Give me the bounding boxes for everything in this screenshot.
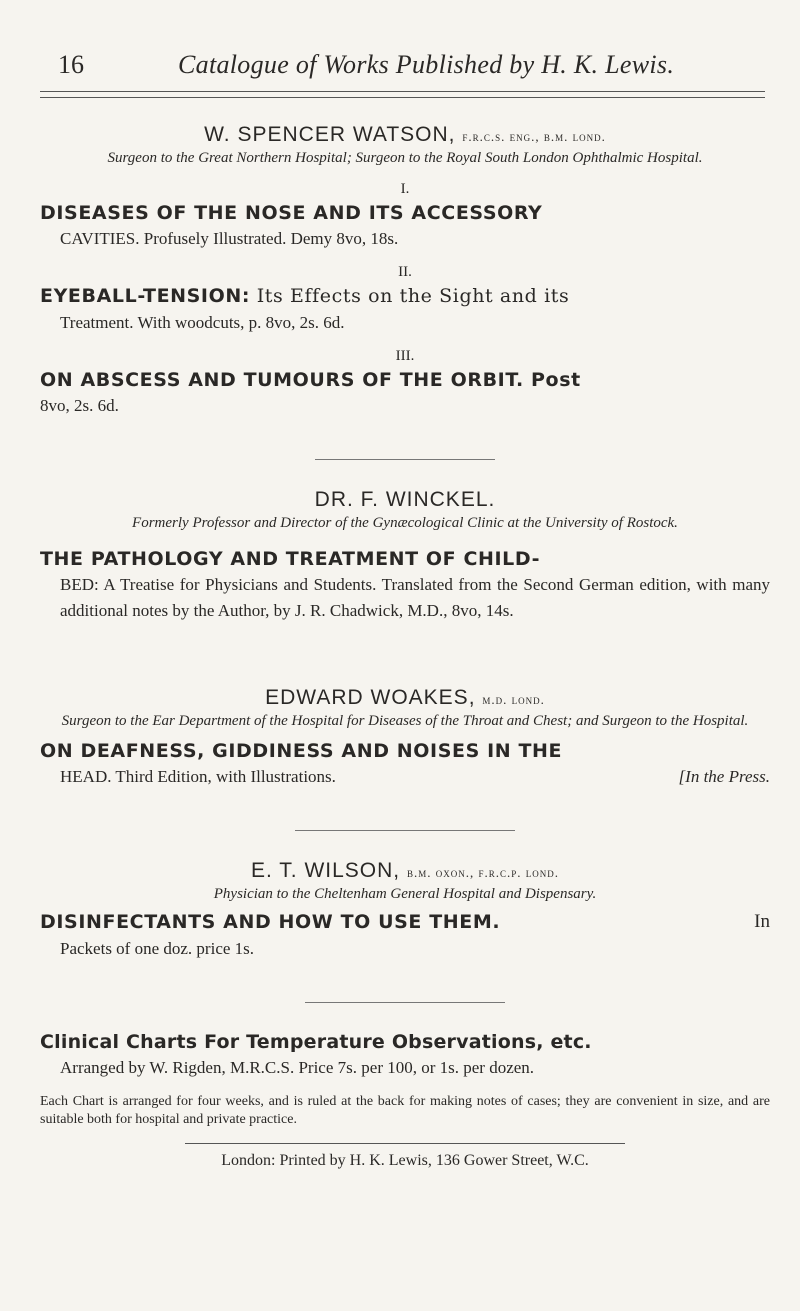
- work-numeral: III.: [395, 348, 415, 364]
- clinical-note: Each Chart is arranged for four weeks, and is ruled at the back for making notes of cases; they are convenient in size, and are suitable both for hospital and private practice.: [40, 1094, 770, 1127]
- section-clinical-charts: [40, 1031, 770, 1129]
- work-details: Packets of one doz. price 1s.: [60, 939, 255, 958]
- catalogue-page: [40, 0, 770, 1170]
- clinical-title: Clinical Charts For Temperature Observations, etc.: [40, 1031, 592, 1053]
- work-subtitle: Its Effects on the Sight and its: [250, 285, 570, 307]
- author-name: E. T. WILSON, b.m. oxon., f.r.c.p. lond.: [250, 859, 560, 882]
- author-affiliation: Formerly Professor and Director of the Gynæcological Clinic at the University of Rostock.: [132, 515, 678, 531]
- section-winckel: [40, 488, 770, 624]
- work-details: Treatment. With woodcuts, p. 8vo, 2s. 6d.: [60, 313, 345, 332]
- work-entry: [40, 283, 770, 336]
- spacer: [40, 624, 770, 686]
- work-title: ON DEAFNESS, GIDDINESS AND NOISES IN THE: [40, 740, 563, 762]
- work-title: DISINFECTANTS AND HOW TO USE THEM.: [40, 911, 501, 933]
- author-degrees: b.m. oxon., f.r.c.p. lond.: [406, 865, 560, 880]
- clinical-details: Arranged by W. Rigden, M.R.C.S. Price 7s. per 100, or 1s. per dozen.: [60, 1058, 535, 1077]
- work-title: THE PATHOLOGY AND TREATMENT OF CHILD-: [40, 548, 541, 570]
- page-number: 16: [58, 50, 84, 79]
- section-divider: [315, 459, 495, 460]
- work-entry: [40, 546, 770, 624]
- author-name: W. SPENCER WATSON, f.r.c.s. eng., b.m. lond.: [204, 123, 606, 146]
- imprint: London: Printed by H. K. Lewis, 136 Gower Street, W.C.: [221, 1152, 589, 1169]
- work-title: ON ABSCESS AND TUMOURS OF THE ORBIT. Post: [40, 369, 581, 391]
- section-divider: [295, 830, 515, 831]
- author-degrees: f.r.c.s. eng., b.m. lond.: [462, 129, 606, 144]
- press-note: [In the Press.: [678, 767, 770, 786]
- work-numeral: II.: [398, 264, 412, 280]
- author-degrees: m.d. lond.: [482, 692, 545, 707]
- author-name: DR. F. WINCKEL.: [314, 488, 496, 511]
- work-details: CAVITIES. Profusely Illustrated. Demy 8vo, 18s.: [60, 229, 399, 248]
- author-name: EDWARD WOAKES, m.d. lond.: [265, 686, 545, 709]
- running-title: Catalogue of Works Published by H. K. Lewis.: [178, 50, 675, 79]
- page-header: [40, 0, 770, 95]
- section-divider: [305, 1002, 505, 1003]
- work-subtitle: In: [754, 911, 770, 932]
- section-watson: [40, 123, 770, 419]
- author-affiliation: Physician to the Cheltenham General Hospital and Dispensary.: [213, 886, 597, 902]
- work-entry: [40, 909, 770, 962]
- section-woakes: [40, 686, 770, 790]
- work-details: 8vo, 2s. 6d.: [40, 396, 119, 415]
- work-entry: [40, 367, 770, 419]
- work-details: BED: A Treatise for Physicians and Students. Translated from the Second German edition, with many additional notes by the Author, by J. R. Chadwick, M.D., 8vo, 14s.: [60, 575, 770, 620]
- work-numeral: I.: [400, 181, 410, 197]
- header-rule: [40, 91, 765, 98]
- work-title: DISEASES OF THE NOSE AND ITS ACCESSORY: [40, 202, 543, 224]
- footer-rule: [185, 1143, 625, 1144]
- author-affiliation: Surgeon to the Ear Department of the Hospital for Diseases of the Throat and Chest; and Surgeon to the Hospital.: [61, 713, 749, 729]
- section-wilson: [40, 859, 770, 962]
- work-entry: [40, 200, 770, 252]
- work-details: HEAD. Third Edition, with Illustrations.: [60, 767, 336, 786]
- work-title: EYEBALL-TENSION:: [40, 285, 251, 307]
- work-entry: [40, 738, 770, 790]
- author-affiliation: Surgeon to the Great Northern Hospital; Surgeon to the Royal South London Ophthalmic Hospital.: [107, 150, 703, 166]
